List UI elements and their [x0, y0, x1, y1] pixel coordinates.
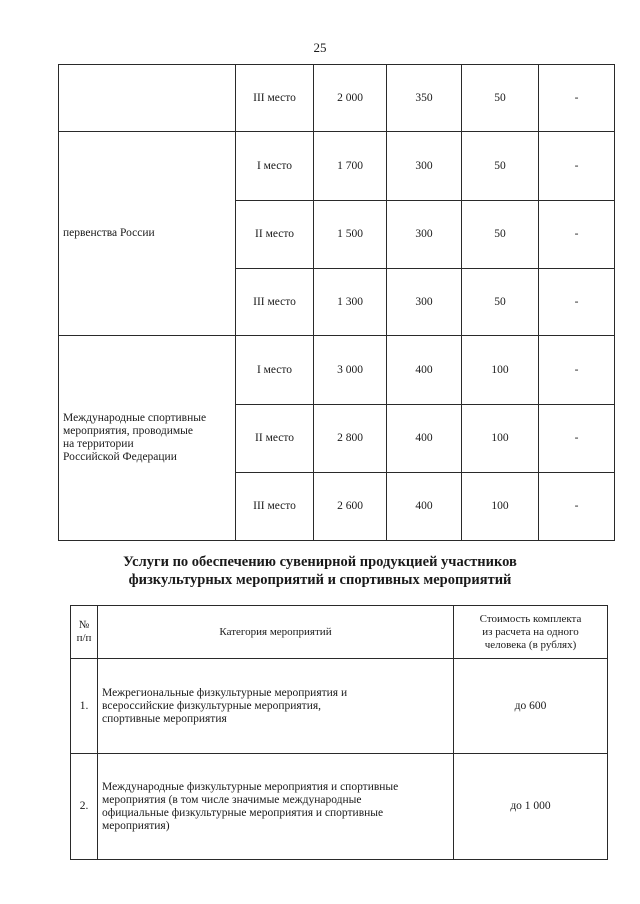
- value-cell: 400: [387, 473, 462, 541]
- header-line: из расчета на одного: [482, 625, 579, 638]
- description-line: мероприятия (в том числе значимые международные: [102, 793, 362, 806]
- value-cell: 300: [387, 201, 462, 269]
- section-title: [0, 553, 640, 589]
- value-cell: 50: [462, 201, 539, 269]
- category-description: [98, 754, 454, 860]
- page-number: 25: [313, 40, 327, 55]
- value-cell: 350: [387, 65, 462, 132]
- value-cell: -: [539, 269, 615, 336]
- table-row: [71, 754, 608, 860]
- section-title-line: физкультурных мероприятий и спортивных мероприятий: [128, 572, 512, 588]
- souvenir-table: [70, 605, 608, 860]
- value-cell: 50: [462, 132, 539, 201]
- table-row: [59, 132, 615, 201]
- category-cell: [59, 336, 236, 541]
- value-cell: 1 300: [314, 269, 387, 336]
- value-cell: 100: [462, 405, 539, 473]
- value-cell: -: [539, 473, 615, 541]
- category-line: мероприятия, проводимые: [63, 425, 193, 437]
- prize-table: [58, 64, 615, 541]
- category-header: Категория мероприятий: [98, 606, 454, 659]
- value-cell: 50: [462, 269, 539, 336]
- value-cell: -: [539, 65, 615, 132]
- value-cell: -: [539, 336, 615, 405]
- header-line: №: [78, 619, 90, 631]
- number-header: [71, 606, 98, 659]
- place-cell: I место: [236, 132, 314, 201]
- place-cell: III место: [236, 269, 314, 336]
- value-cell: 3 000: [314, 336, 387, 405]
- place-cell: I место: [236, 336, 314, 405]
- description-line: мероприятия): [102, 819, 170, 832]
- description-line: спортивные мероприятия: [102, 712, 227, 725]
- value-cell: 100: [462, 473, 539, 541]
- cost-header: [454, 606, 608, 659]
- value-cell: 300: [387, 132, 462, 201]
- category-line: Российской Федерации: [63, 451, 177, 463]
- cost-cell: до 1 000: [454, 754, 608, 860]
- row-number: 1.: [71, 659, 98, 754]
- table-row: [59, 65, 615, 132]
- category-line: Международные спортивные: [63, 412, 207, 424]
- value-cell: 1 500: [314, 201, 387, 269]
- value-cell: 400: [387, 336, 462, 405]
- place-cell: II место: [236, 405, 314, 473]
- row-number: 2.: [71, 754, 98, 860]
- description-line: всероссийские физкультурные мероприятия,: [102, 699, 322, 712]
- place-cell: III место: [236, 473, 314, 541]
- table-header-row: [71, 606, 608, 659]
- value-cell: 2 600: [314, 473, 387, 541]
- section-title-line: Услуги по обеспечению сувенирной продукцией участников: [123, 554, 517, 570]
- description-line: официальные физкультурные мероприятия и спортивные: [102, 806, 384, 819]
- category-line: на территории: [63, 438, 134, 450]
- header-line: п/п: [76, 632, 92, 644]
- value-cell: -: [539, 132, 615, 201]
- place-cell: III место: [236, 65, 314, 132]
- table-row: [59, 336, 615, 405]
- description-line: Межрегиональные физкультурные мероприятия и: [102, 686, 348, 699]
- table-row: [71, 659, 608, 754]
- value-cell: 1 700: [314, 132, 387, 201]
- category-cell: [59, 65, 236, 132]
- value-cell: 50: [462, 65, 539, 132]
- place-cell: II место: [236, 201, 314, 269]
- value-cell: -: [539, 405, 615, 473]
- category-cell: первенства России: [59, 132, 236, 336]
- value-cell: 2 000: [314, 65, 387, 132]
- value-cell: 400: [387, 405, 462, 473]
- header-line: человека (в рублях): [484, 638, 577, 651]
- category-description: [98, 659, 454, 754]
- description-line: Международные физкультурные мероприятия и спортивные: [102, 780, 399, 793]
- value-cell: 2 800: [314, 405, 387, 473]
- value-cell: 300: [387, 269, 462, 336]
- header-line: Стоимость комплекта: [479, 612, 582, 625]
- cost-cell: до 600: [454, 659, 608, 754]
- value-cell: -: [539, 201, 615, 269]
- value-cell: 100: [462, 336, 539, 405]
